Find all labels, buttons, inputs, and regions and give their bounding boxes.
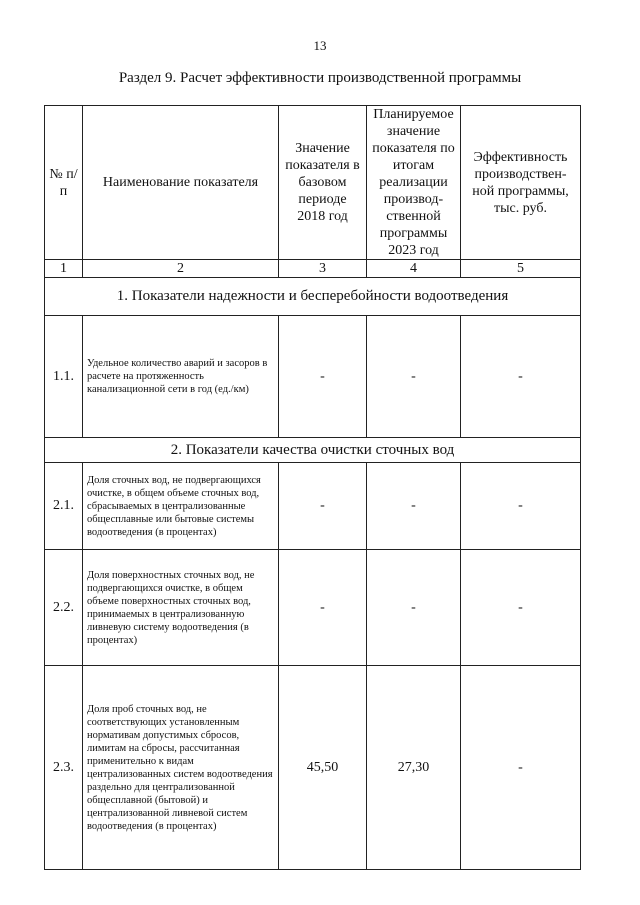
- header-row: [45, 106, 581, 260]
- row-index: 2.2.: [45, 550, 83, 666]
- table-row: [45, 550, 581, 666]
- column-numbers-row: [45, 260, 581, 278]
- row-base-value: 45,50: [279, 666, 367, 870]
- column-number: 4: [367, 260, 461, 278]
- row-index: 1.1.: [45, 316, 83, 438]
- header-efficiency: Эффективность производствен-ной программы, тыс. руб.: [461, 106, 581, 260]
- header-base-value: Значение показателя в базовом периоде 2018 год: [279, 106, 367, 260]
- row-index: 2.1.: [45, 463, 83, 550]
- page-number: 13: [313, 38, 327, 53]
- group-heading-row: [45, 278, 581, 316]
- section-title: Раздел 9. Расчет эффективности производственной программы: [118, 70, 522, 86]
- column-number: 5: [461, 260, 581, 278]
- table-row: [45, 666, 581, 870]
- header-name: Наименование показателя: [83, 106, 279, 260]
- row-indicator-name: Доля поверхностных сточных вод, не подвергающихся очистке, в общем объеме поверхностных сточных вод, принимаемых в централизованную ливневую систему водоотведения (в процентах): [83, 550, 279, 666]
- row-efficiency: -: [461, 666, 581, 870]
- row-indicator-name: Доля проб сточных вод, не соответствующих установленным нормативам допустимых сбросов, лимитам на сбросы, рассчитанная применительно к видам централизованных систем водоотведения раздельно для централизованной общесплавной (бытовой) и централизованной ливневой систем водоотведения (в процентах): [83, 666, 279, 870]
- header-planned-value: Планируемое значение показателя по итогам реализации производ-ственной программы 2023 год: [367, 106, 461, 260]
- row-planned-value: 27,30: [367, 666, 461, 870]
- column-number: 1: [45, 260, 83, 278]
- row-base-value: -: [279, 316, 367, 438]
- group-heading-row: [45, 438, 581, 463]
- row-indicator-name: Доля сточных вод, не подвергающихся очистке, в общем объеме сточных вод, сбрасываемых в централизованные общесплавные или бытовые системы водоотведения (в процентах): [83, 463, 279, 550]
- row-index: 2.3.: [45, 666, 83, 870]
- row-efficiency: -: [461, 463, 581, 550]
- row-efficiency: -: [461, 550, 581, 666]
- group-title: 2. Показатели качества очистки сточных вод: [45, 438, 581, 463]
- row-planned-value: -: [367, 316, 461, 438]
- header-idx: № п/п: [45, 106, 83, 260]
- row-planned-value: -: [367, 463, 461, 550]
- row-base-value: -: [279, 550, 367, 666]
- row-base-value: -: [279, 463, 367, 550]
- row-indicator-name: Удельное количество аварий и засоров в расчете на протяженность канализационной сети в год (ед./км): [83, 316, 279, 438]
- group-title: 1. Показатели надежности и бесперебойности водоотведения: [45, 278, 581, 316]
- column-number: 3: [279, 260, 367, 278]
- efficiency-table: [44, 105, 581, 870]
- column-number: 2: [83, 260, 279, 278]
- table-row: [45, 316, 581, 438]
- table-row: [45, 463, 581, 550]
- row-planned-value: -: [367, 550, 461, 666]
- row-efficiency: -: [461, 316, 581, 438]
